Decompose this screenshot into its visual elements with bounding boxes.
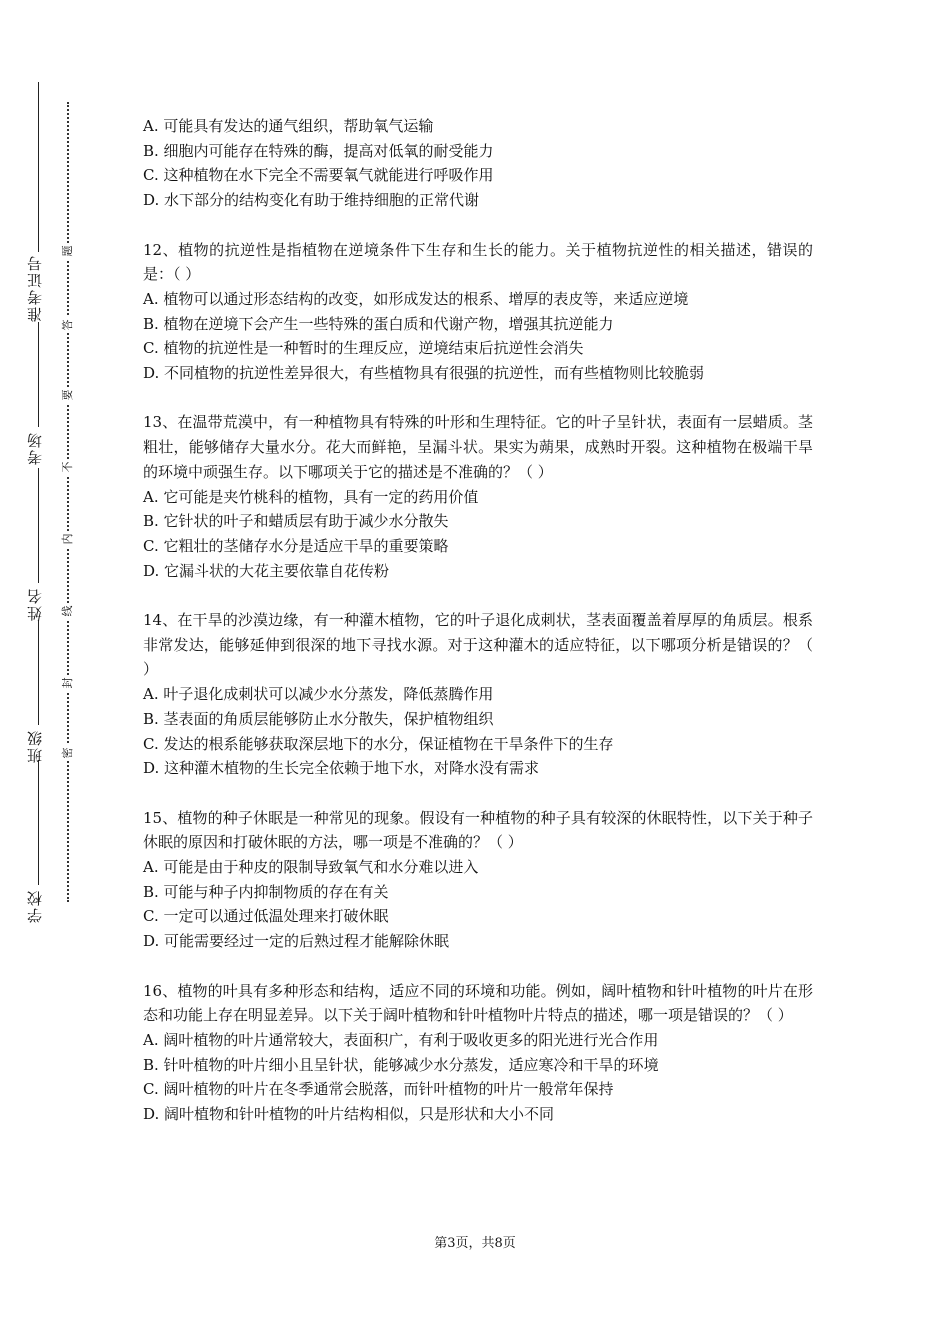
label-class: 班级	[26, 729, 44, 763]
option-a: A. 阔叶植物的叶片通常较大，表面积广，有利于吸收更多的阳光进行光合作用	[143, 1030, 659, 1049]
fill-line	[38, 468, 39, 583]
question-13	[143, 410, 813, 583]
binding-margin	[0, 0, 90, 1000]
question-14	[143, 608, 813, 781]
page-number: 第3页，共8页	[434, 1236, 516, 1251]
seal-char: 答	[61, 317, 75, 333]
question-15	[143, 806, 813, 954]
seal-char: 内	[61, 531, 75, 547]
fill-line	[38, 82, 39, 252]
option-d: D. 阔叶植物和针叶植物的叶片结构相似，只是形状和大小不同	[143, 1105, 555, 1124]
option-b: B. 植物在逆境下会产生一些特殊的蛋白质和代谢产物，增强其抗逆能力	[143, 314, 614, 333]
option-d: D. 它漏斗状的大花主要依靠自花传粉	[143, 561, 390, 580]
seal-char: 封	[61, 675, 75, 691]
question-stem: 13、在温带荒漠中，有一种植物具有特殊的叶形和生理特征。它的叶子呈针状，表面有一层蜡质。茎粗壮，能够储存大量水分。花大而鲜艳，呈漏斗状。果实为蒴果，成熟时开裂。这种植物在极端干旱的环境中顽强生存。以下哪项关于它的描述是不准确的？（ ）	[143, 413, 813, 481]
seal-char: 线	[61, 603, 75, 619]
option-c: C. 植物的抗逆性是一种暂时的生理反应，逆境结束后抗逆性会消失	[143, 339, 584, 358]
option-c: C. 一定可以通过低温处理来打破休眠	[143, 907, 389, 926]
question-stem: 16、植物的叶具有多种形态和结构，适应不同的环境和功能。例如，阔叶植物和针叶植物的叶片在形态和功能上存在明显差异。以下关于阔叶植物和针叶植物叶片特点的描述，哪一项是错误的？（ ）	[143, 981, 813, 1025]
fill-line	[38, 620, 39, 725]
option-c: C. 这种植物在水下完全不需要氧气就能进行呼吸作用	[143, 166, 494, 185]
option-a: A. 可能是由于种皮的限制导致氧气和水分难以进入	[143, 858, 479, 877]
question-stem: 14、在干旱的沙漠边缘，有一种灌木植物，它的叶子退化成刺状，茎表面覆盖着厚厚的角质层。根系非常发达，能够延伸到很深的地下寻找水源。对于这种灌木的适应特征，以下哪项分析是错误的？（ ）	[143, 611, 813, 679]
option-a: A. 植物可以通过形态结构的改变，如形成发达的根系、增厚的表皮等，来适应逆境	[143, 289, 689, 308]
option-a: A. 可能具有发达的通气组织，帮助氧气运输	[143, 117, 434, 135]
option-b: B. 它针状的叶子和蜡质层有助于减少水分散失	[143, 512, 449, 531]
label-name: 姓名	[26, 587, 44, 621]
option-c: C. 阔叶植物的叶片在冬季通常会脱落，而针叶植物的叶片一般常年保持	[143, 1080, 614, 1099]
question-stem: 12、植物的抗逆性是指植物在逆境条件下生存和生长的能力。关于植物抗逆性的相关描述，错误的是：（ ）	[143, 240, 813, 284]
option-a: A. 它可能是夹竹桃科的植物，具有一定的药用价值	[143, 487, 479, 506]
label-admission-number: 准考证号	[26, 254, 44, 322]
seal-char: 要	[61, 387, 75, 403]
option-b: B. 细胞内可能存在特殊的酶，提高对低氧的耐受能力	[143, 141, 494, 160]
option-c: C. 它粗壮的茎储存水分是适应干旱的重要策略	[143, 536, 449, 555]
fill-line	[38, 322, 39, 427]
option-c: C. 发达的根系能够获取深层地下的水分，保证植物在干旱条件下的生存	[143, 734, 614, 753]
question-11-options	[143, 114, 813, 213]
option-d: D. 不同植物的抗逆性差异很大，有些植物具有很强的抗逆性，而有些植物则比较脆弱	[143, 364, 705, 383]
question-16	[143, 979, 813, 1127]
option-b: B. 可能与种子内抑制物质的存在有关	[143, 882, 389, 901]
fill-line	[38, 760, 39, 885]
seal-char: 不	[61, 459, 75, 475]
option-b: B. 针叶植物的叶片细小且呈针状，能够减少水分蒸发，适应寒冷和干旱的环境	[143, 1055, 659, 1074]
option-b: B. 茎表面的角质层能够防止水分散失，保护植物组织	[143, 709, 494, 728]
question-stem: 15、植物的种子休眠是一种常见的现象。假设有一种植物的种子具有较深的休眠特性，以下关于种子休眠的原因和打破休眠的方法，哪一项是不准确的？（ ）	[143, 808, 813, 852]
seal-char: 密	[61, 745, 75, 761]
option-d: D. 水下部分的结构变化有助于维持细胞的正常代谢	[143, 191, 480, 210]
option-d: D. 可能需要经过一定的后熟过程才能解除休眠	[143, 932, 450, 951]
option-d: D. 这种灌木植物的生长完全依赖于地下水，对降水没有需求	[143, 759, 540, 778]
seal-dotted-line	[67, 102, 69, 902]
option-a: A. 叶子退化成刺状可以减少水分蒸发，降低蒸腾作用	[143, 685, 494, 704]
question-12	[143, 238, 813, 386]
seal-char: 题	[61, 243, 75, 259]
question-list	[143, 114, 813, 1127]
label-school: 学校	[26, 889, 44, 923]
label-exam-room: 考场	[26, 431, 44, 465]
